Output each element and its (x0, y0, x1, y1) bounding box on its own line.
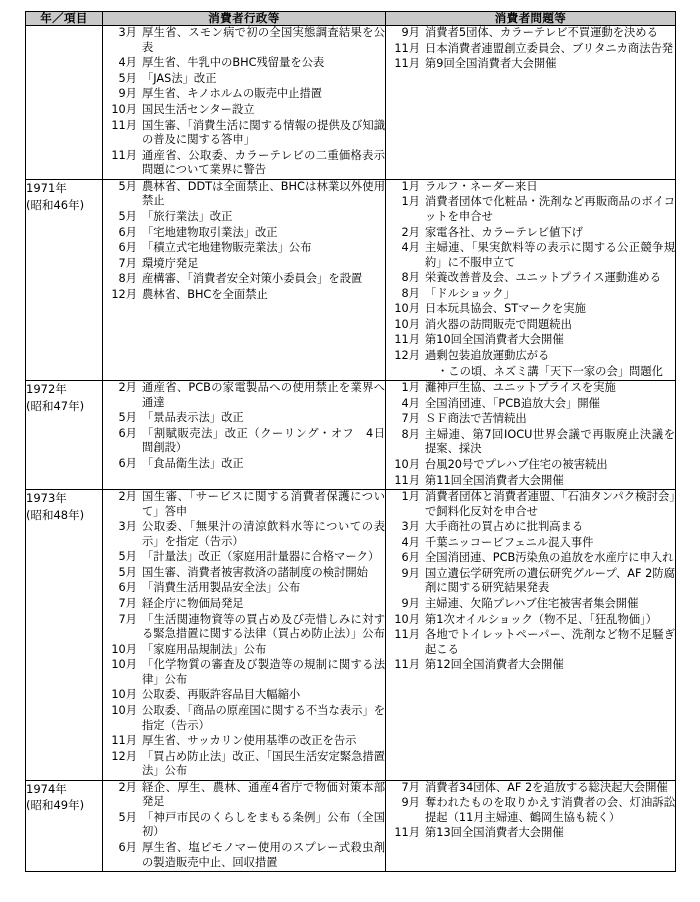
event-month: 9月 (401, 26, 420, 40)
event-text: 通産省、PCBの家電製品への使用禁止を業界へ通達 (142, 381, 385, 409)
event-text: 「食品衛生法」改正 (142, 456, 244, 470)
event-month: 8月 (118, 272, 137, 286)
event-item (386, 180, 675, 195)
event-item (103, 427, 385, 456)
event-item (103, 288, 385, 303)
event-item (103, 643, 385, 658)
event-list (386, 26, 675, 72)
event-month: 4月 (118, 56, 137, 70)
event-month: 9月 (401, 566, 420, 580)
event-item (103, 210, 385, 225)
event-item (386, 796, 675, 825)
event-list (103, 490, 385, 779)
event-item (103, 550, 385, 565)
event-item (103, 180, 385, 209)
event-text: 産構審、「消費者安全対策小委員会」を設置 (142, 272, 363, 286)
event-month: 6月 (118, 225, 137, 239)
event-month: 11月 (394, 41, 420, 55)
event-month: 10月 (111, 642, 137, 656)
column-header-year: 年／項目 (26, 12, 103, 26)
event-text: ・この頃、ネズミ講「天下一家の会」問題化 (437, 364, 663, 378)
event-item (386, 781, 675, 796)
event-item (386, 458, 675, 473)
event-text: 主婦連、欠陥プレハブ住宅被害者集会開催 (425, 597, 639, 611)
event-item (386, 658, 675, 673)
event-month: 5月 (118, 810, 137, 824)
event-item (103, 688, 385, 703)
event-item (103, 72, 385, 87)
event-item (103, 781, 385, 810)
event-item (386, 490, 675, 519)
event-note-item (386, 365, 675, 380)
event-month: 5月 (118, 565, 137, 579)
event-month: 3月 (118, 26, 137, 40)
event-text: 公取委、再販許容品目大幅縮小 (142, 688, 301, 702)
event-month: 8月 (401, 286, 420, 300)
event-item (386, 287, 675, 302)
event-item (386, 551, 675, 566)
event-text: 各地でトイレットペーパー、洗剤など物不足騒ぎ起こる (425, 628, 675, 656)
event-item (103, 56, 385, 71)
event-item (386, 318, 675, 333)
event-text: 主婦連、「果実飲料等の表示に関する公正競争規約」に不服申立て (425, 241, 675, 269)
event-item (386, 333, 675, 348)
event-month: 7月 (401, 412, 420, 426)
event-text: 国民生活センター設立 (142, 103, 255, 117)
event-list (103, 26, 385, 178)
event-list (386, 381, 675, 488)
year-cell (26, 179, 103, 380)
event-list (103, 381, 385, 471)
event-list (386, 180, 675, 379)
header-row (26, 12, 676, 26)
year-cell (26, 490, 103, 781)
event-month: 2月 (118, 381, 137, 395)
administration-events-cell (103, 26, 386, 180)
event-month: 6月 (118, 456, 137, 470)
event-text: 「生活関連物資等の買占め及び売惜しみに対する緊急措置に関する法律（買占め防止法）」公布 (142, 612, 385, 641)
event-month: 1月 (401, 381, 420, 395)
year-era: (昭和49年) (26, 798, 85, 813)
event-item (386, 57, 675, 72)
event-item (386, 302, 675, 317)
event-item (386, 826, 675, 841)
event-month: 4月 (401, 396, 420, 410)
event-item (386, 597, 675, 612)
event-item (103, 257, 385, 272)
event-month: 11月 (394, 57, 420, 71)
event-text: 経企庁に物価局発足 (142, 597, 244, 611)
event-list (103, 781, 385, 870)
event-month: 11月 (111, 734, 137, 748)
event-text: 「化学物質の審査及び製造等の規制に関する法律」公布 (142, 658, 385, 686)
event-month: 5月 (118, 71, 137, 85)
event-month: 3月 (118, 520, 137, 534)
table-row (26, 381, 676, 490)
event-text: 日本消費者連盟創立委員会、ブリタニカ商法告発 (425, 41, 674, 55)
event-text: 家電各社、カラーテレビ値下げ (425, 225, 583, 239)
event-text: 「積立式宅地建物販売業法」公布 (142, 241, 312, 255)
event-text: 「割賦販売法」改正（クーリング・オフ 4日間創設） (142, 426, 385, 455)
event-month: 4月 (401, 535, 420, 549)
event-text: 「ドルショック」 (425, 286, 515, 300)
event-text: 第10回全国消費者大会開催 (425, 333, 564, 347)
event-text: 「宅地建物取引業法」改正 (142, 225, 278, 239)
event-text: 厚生省、スモン病で初の全国実態調査結果を公表 (142, 26, 385, 54)
event-text: 厚生省、牛乳中のBHC残留量を公表 (142, 56, 325, 70)
event-month: 11月 (394, 826, 420, 840)
event-text: 千葉ニッコービフェニル混入事件 (425, 535, 594, 549)
event-text: 農林省、DDTは全面禁止、BHCは林業以外使用禁止 (142, 179, 385, 208)
event-month: 8月 (401, 271, 420, 285)
event-text: 厚生省、キノホルムの販売中止措置 (142, 87, 323, 101)
event-text: 国立遺伝学研究所の遺伝研究グループ、AF 2防腐剤に関する研究結果発表 (425, 566, 675, 595)
event-month: 5月 (118, 411, 137, 425)
event-item (103, 490, 385, 519)
event-month: 11月 (394, 658, 420, 672)
year-western: 1974年 (26, 781, 67, 796)
event-item (103, 457, 385, 472)
event-item (103, 26, 385, 55)
event-text: 全国消団連、PCB汚染魚の追放を水産庁に申入れ (425, 551, 674, 565)
event-item (386, 226, 675, 241)
event-text: 「計量法」改正（家庭用計量器に合格マーク） (142, 550, 380, 564)
event-month: 9月 (401, 597, 420, 611)
event-month: 10月 (111, 658, 137, 672)
event-item (103, 734, 385, 749)
year-cell (26, 780, 103, 871)
event-month: 9月 (118, 87, 137, 101)
column-header-issues: 消費者問題等 (386, 12, 676, 26)
event-month: 7月 (118, 612, 137, 626)
event-item (386, 349, 675, 364)
administration-events-cell (103, 780, 386, 871)
table-row (26, 26, 676, 180)
event-item (386, 567, 675, 596)
event-text: 第12回全国消費者大会開催 (425, 658, 564, 672)
year-western: 1971年 (26, 180, 67, 195)
event-item (386, 42, 675, 57)
event-text: 台風20号でプレハブ住宅の被害続出 (425, 457, 608, 471)
event-text: 国生審、消費者被害救済の諸制度の検討開始 (142, 565, 368, 579)
event-item (103, 841, 385, 870)
event-item (386, 628, 675, 657)
event-month: 10月 (111, 703, 137, 717)
event-month: 7月 (401, 780, 420, 794)
event-text: 農林省、BHCを全面禁止 (142, 287, 268, 301)
event-text: 「買占め防止法」改正、「国民生活安定緊急措置法」公布 (142, 749, 385, 778)
event-list (103, 180, 385, 303)
event-item (103, 149, 385, 178)
event-item (103, 272, 385, 287)
column-header-administration: 消費者行政等 (103, 12, 386, 26)
event-item (103, 811, 385, 840)
event-month: 12月 (394, 349, 420, 363)
event-item (386, 241, 675, 270)
event-month: 6月 (118, 841, 137, 855)
event-month: 11月 (394, 628, 420, 642)
event-item (386, 195, 675, 224)
event-month: 10月 (394, 612, 420, 626)
event-text: 国生審、「消費生活に関する情報の提供及び知識の普及に関する答申」 (142, 118, 385, 147)
event-item (103, 704, 385, 733)
issues-events-cell (386, 780, 676, 871)
event-month: 10月 (111, 688, 137, 702)
event-month: 7月 (118, 597, 137, 611)
issues-events-cell (386, 381, 676, 490)
event-month: 1月 (401, 490, 420, 504)
table-row (26, 179, 676, 380)
event-month: 11月 (111, 148, 137, 162)
issues-events-cell (386, 179, 676, 380)
event-item (386, 412, 675, 427)
table-row (26, 780, 676, 871)
administration-events-cell (103, 179, 386, 380)
event-month: 10月 (111, 103, 137, 117)
event-text: 「神戸市民のくらしをまもる条例」公布（全国初） (142, 810, 385, 839)
event-item (103, 411, 385, 426)
event-month: 10月 (394, 317, 420, 331)
event-month: 5月 (118, 550, 137, 564)
event-item (386, 474, 675, 489)
event-item (386, 536, 675, 551)
event-month: 4月 (401, 241, 420, 255)
year-cell (26, 381, 103, 490)
event-item (103, 658, 385, 687)
event-item (103, 520, 385, 549)
event-item (103, 581, 385, 596)
event-month: 7月 (118, 256, 137, 270)
event-text: 「消費生活用製品安全法」公布 (142, 581, 301, 595)
event-text: 消費者団体と消費者連盟、「石油タンパク検討会」で飼料化反対を申合せ (425, 490, 675, 518)
consumer-history-timeline-table (25, 11, 676, 872)
year-cell (26, 26, 103, 180)
year-era: (昭和46年) (26, 197, 85, 212)
event-text: 経企、厚生、農林、通産4省庁で物価対策本部発足 (142, 780, 385, 809)
year-era: (昭和47年) (26, 398, 85, 413)
issues-events-cell (386, 26, 676, 180)
issues-events-cell (386, 490, 676, 781)
administration-events-cell (103, 490, 386, 781)
event-month: 2月 (118, 490, 137, 504)
event-text: 栄養改善普及会、ユニットプライス運動進める (425, 271, 661, 285)
event-text: 「JAS法」改正 (142, 71, 217, 85)
event-item (103, 750, 385, 779)
event-month: 12月 (111, 287, 137, 301)
administration-events-cell (103, 381, 386, 490)
event-item (386, 613, 675, 628)
event-list (386, 490, 675, 673)
table-header (26, 12, 676, 26)
event-text: 灘神戸生協、ユニットプライスを実施 (425, 381, 616, 395)
event-month: 5月 (118, 179, 137, 193)
table-body (26, 26, 676, 872)
event-month: 11月 (394, 333, 420, 347)
event-month: 3月 (401, 520, 420, 534)
event-month: 6月 (401, 551, 420, 565)
event-item (103, 613, 385, 642)
event-text: 「旅行業法」改正 (142, 209, 233, 223)
event-text: 過剰包装追放運動広がる (425, 349, 550, 363)
event-text: 第11回全国消費者大会開催 (425, 473, 564, 487)
event-month: 9月 (401, 796, 420, 810)
event-item (103, 241, 385, 256)
event-item (103, 226, 385, 241)
event-month: 11月 (394, 473, 420, 487)
event-text: 第1次オイルショック（物不足、「狂乱物価」） (425, 612, 658, 626)
event-text: 厚生省、サッカリン使用基準の改正を告示 (142, 734, 357, 748)
event-text: 主婦連、第7回IOCU世界会議で再販廃止決議を提案、採決 (425, 427, 675, 456)
year-western: 1973年 (26, 491, 67, 506)
event-month: 1月 (401, 195, 420, 209)
event-item (386, 397, 675, 412)
event-text: 消費者34団体、AF 2を追放する総決起大会開催 (425, 780, 668, 794)
event-month: 8月 (401, 427, 420, 441)
event-text: 通産省、公取委、カラーテレビの二重価格表示問題について業界に警告 (142, 148, 385, 177)
event-month: 1月 (401, 179, 420, 193)
event-month: 5月 (118, 209, 137, 223)
event-item (386, 381, 675, 396)
event-text: 第9回全国消費者大会開催 (425, 57, 557, 71)
event-month: 12月 (111, 749, 137, 763)
event-text: 大手商社の買占めに批判高まる (425, 520, 584, 534)
event-text: ＳＦ商法で苦情続出 (425, 412, 527, 426)
event-text: 全国消団連、「PCB追放大会」開催 (425, 396, 600, 410)
event-item (386, 271, 675, 286)
year-western: 1972年 (26, 382, 67, 397)
event-text: 厚生省、塩ビモノマー使用のスプレー式殺虫剤の製造販売中止、回収措置 (142, 841, 385, 869)
event-month: 10月 (394, 457, 420, 471)
table-row (26, 490, 676, 781)
event-text: 環境庁発足 (142, 256, 199, 270)
event-text: 奪われたものを取りかえす消費者の会、灯油訴訟提起（11月主婦連、鶴岡生協も続く） (425, 796, 675, 824)
event-text: 「景品表示法」改正 (142, 411, 244, 425)
event-item (103, 597, 385, 612)
event-text: 公取委、「商品の原産国に関する不当な表示」を指定（告示） (142, 703, 385, 732)
event-month: 10月 (394, 302, 420, 316)
event-item (386, 520, 675, 535)
event-item (386, 428, 675, 457)
event-month: 6月 (118, 426, 137, 440)
event-text: 消火器の訪問販売で問題続出 (425, 317, 572, 331)
event-text: 「家庭用品規制法」公布 (142, 642, 267, 656)
event-text: 第13回全国消費者大会開催 (425, 826, 564, 840)
event-text: 国生審、「サービスに関する消費者保護について」答申 (142, 490, 385, 518)
event-text: 消費者5団体、カラーテレビ不買運動を決める (425, 26, 658, 40)
event-text: 公取委、「無果汁の清涼飲料水等についての表示」を指定（告示） (142, 520, 385, 548)
event-month: 6月 (118, 581, 137, 595)
event-month: 6月 (118, 241, 137, 255)
event-item (103, 381, 385, 410)
event-item (103, 87, 385, 102)
event-list (386, 781, 675, 841)
event-text: ラルフ・ネーダー来日 (425, 179, 538, 193)
event-item (103, 566, 385, 581)
event-month: 2月 (401, 225, 420, 239)
year-era: (昭和48年) (26, 507, 85, 522)
event-item (103, 119, 385, 148)
event-text: 日本玩具協会、STマークを実施 (425, 302, 586, 316)
event-item (103, 103, 385, 118)
event-month: 2月 (118, 780, 137, 794)
event-month: 11月 (111, 118, 137, 132)
event-item (386, 26, 675, 41)
event-text: 消費者団体で化粧品・洗剤など再販商品のボイコットを申合せ (425, 195, 675, 223)
